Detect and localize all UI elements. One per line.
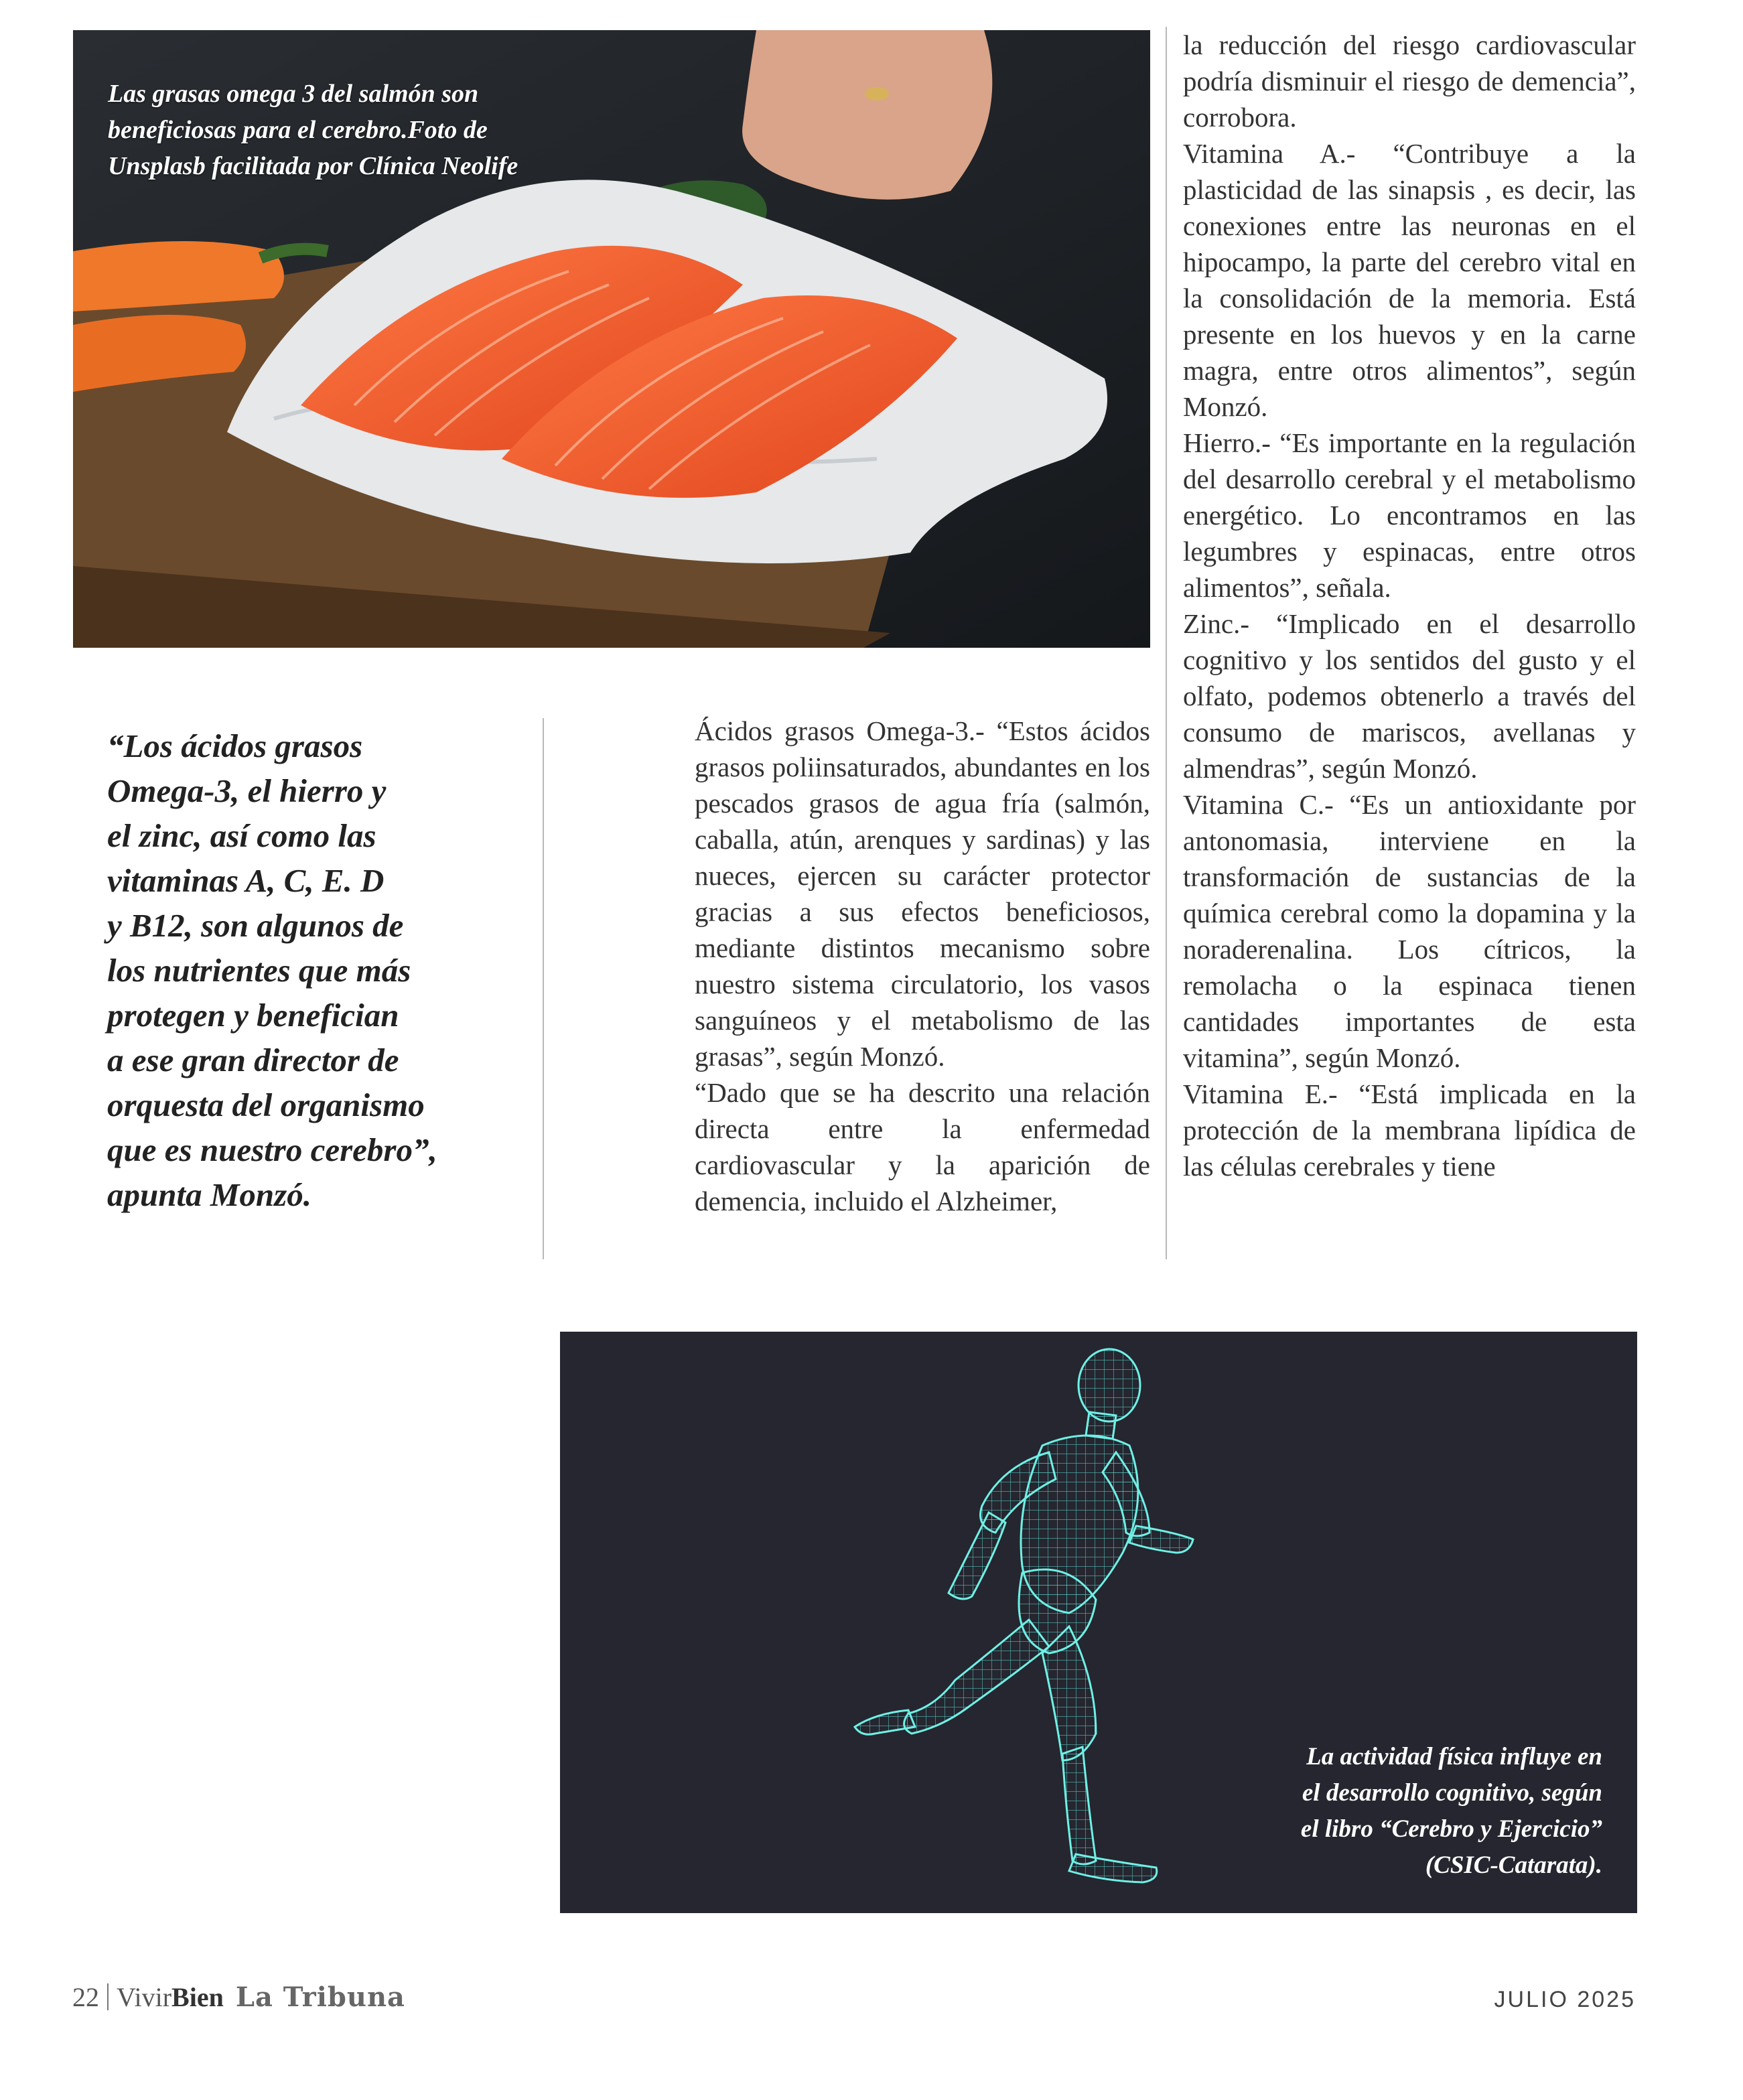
issue-date: JULIO 2025 xyxy=(1494,1987,1636,2012)
runner-caption-line: La actividad física influye en xyxy=(1306,1743,1602,1770)
paragraph-vitamin-e: Vitamina E.- “Está implicada en la protección de la membrana lipídica de las células cerebrales y tiene xyxy=(1183,1078,1636,1182)
runner-caption-line: (CSIC-Catarata). xyxy=(1425,1851,1602,1879)
pull-quote-line: orquesta del organismo xyxy=(107,1087,425,1123)
paragraph-zinc: Zinc.- “Implicado en el desarrollo cognitivo y los sentidos del gusto y el olfato, podemos obtenerlo a través del consumo de mariscos, avellanas y almendras”, según Monzó. xyxy=(1183,608,1636,784)
magazine-name-bold: Bien xyxy=(171,1982,224,2012)
pull-quote-line: a ese gran director de xyxy=(107,1042,399,1078)
paragraph-cardiovascular: “Dado que se ha descrito una relación directa entre la enfermedad cardiovascular y la aparición de demencia, incluido el Alzheimer, xyxy=(695,1077,1150,1216)
runner-caption-line: el desarrollo cognitivo, según xyxy=(1302,1779,1602,1807)
magazine-name-light: Vivir xyxy=(117,1982,172,2012)
article-middle-column xyxy=(695,713,1150,1219)
pull-quote-line: apunta Monzó. xyxy=(107,1176,312,1213)
paragraph-omega3: Ácidos grasos Omega-3.- “Estos ácidos grasos poliinsaturados, abundantes en los pescados grasos de agua fría (salmón, caballa, atún, arenques y sardinas) y las nueces, ejercen su carácter protector gracias a sus efectos beneficiosos, mediante distintos mecanismo sobre nuestro sistema circulatorio, los vasos sanguíneos y el metabolismo de las grasas”, según Monzó. xyxy=(695,715,1150,1072)
pull-quote-line: protegen y benefician xyxy=(107,997,399,1034)
column-rule-left xyxy=(543,718,544,1259)
page-footer-left xyxy=(72,1981,405,2013)
pull-quote-line: el zinc, así como las xyxy=(107,817,376,854)
paragraph-continuation: la reducción del riesgo cardiovascular podría disminuir el riesgo de demencia”, corrobora. xyxy=(1183,29,1636,133)
pull-quote-line: los nutrientes que más xyxy=(107,952,411,989)
column-rule-right xyxy=(1166,27,1167,1259)
pull-quote-line: Omega-3, el hierro y xyxy=(107,772,387,809)
page-number: 22 xyxy=(72,1982,99,2012)
pull-quote-line: y B12, son algunos de xyxy=(107,907,404,944)
newspaper-logo: La Tribuna xyxy=(235,1981,405,2013)
pull-quote-line: “Los ácidos grasos xyxy=(107,727,363,764)
paragraph-vitamin-a: Vitamina A.- “Contribuye a la plasticidad de las sinapsis , es decir, las conexiones entre las neuronas en el hipocampo, la parte del cerebro vital en la consolidación de la memoria. Está presente en los huevos y en la carne magra, entre otros alimentos”, según Monzó. xyxy=(1183,138,1636,422)
footer-separator xyxy=(107,1983,109,2010)
article-right-column xyxy=(1183,27,1636,1184)
salmon-photo xyxy=(73,30,1150,648)
pull-quote xyxy=(107,723,482,1217)
runner-caption xyxy=(1187,1739,1602,1884)
pull-quote-line: vitaminas A, C, E. D xyxy=(107,862,385,899)
paragraph-vitamin-c: Vitamina C.- “Es un antioxidante por antonomasia, interviene en la transformación de sustancias de la química cerebral como la dopamina y la noraderenalina. Los cítricos, la remolacha o la espinaca tienen cantidades importantes de esta vitamina”, según Monzó. xyxy=(1183,789,1636,1073)
pull-quote-line: que es nuestro cerebro”, xyxy=(107,1131,437,1168)
salmon-caption: Las grasas omega 3 del salmón son beneficiosas para el cerebro.Foto de Unsplasb facilitada por Clínica Neolife xyxy=(108,80,518,180)
runner-caption-line: el libro “Cerebro y Ejercicio” xyxy=(1300,1815,1602,1843)
paragraph-iron: Hierro.- “Es importante en la regulación del desarrollo cerebral y el metabolismo energético. Lo encontramos en las legumbres y espinacas, entre otros alimentos”, señala. xyxy=(1183,427,1636,603)
runner-photo xyxy=(560,1332,1637,1913)
